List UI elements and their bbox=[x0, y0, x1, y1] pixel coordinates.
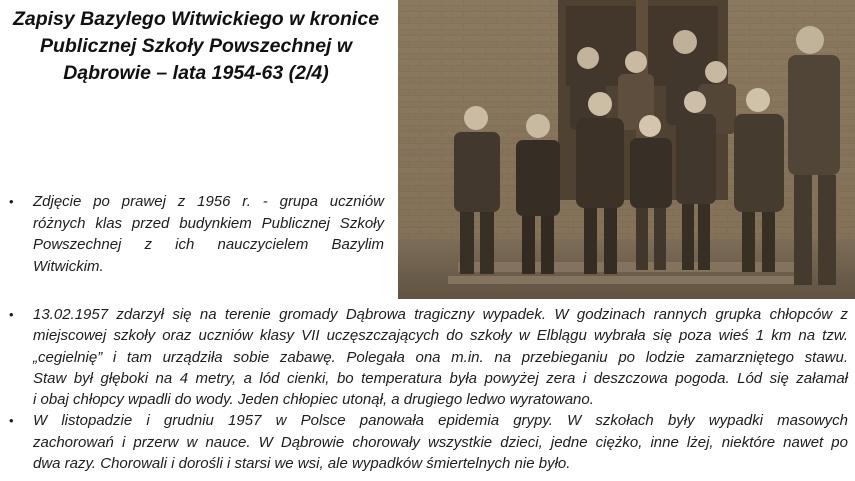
note-1-line-2: miejscowej szkoły oraz uczniów klasy VII uczęszczających do szkoły w Elblągu wybrała się poza wieś 1 km na tzw. bbox=[33, 327, 848, 345]
note-1-line-4: Staw był głęboki na 4 metry, a lód cienki, bo temperatura była powyżej zera i deszczowa pogoda. Lód się załamał bbox=[33, 369, 848, 387]
title-line-2: Publicznej Szkoły Powszechnej w bbox=[39, 35, 353, 57]
note-2-line-1: W listopadzie i grudniu 1957 w Polsce panowała epidemia grypy. W szkołach były wypadki masowych bbox=[33, 412, 848, 430]
caption-line-3: Powszechnej z ich nauczycielem Bazylim bbox=[33, 236, 384, 253]
note-1-line-5: i obaj chłopcy wpadli do wody. Jeden chłopiec utonął, a drugiego ledwo wyratowano. bbox=[33, 391, 594, 409]
title-line-3: Dąbrowie – lata 1954-63 (2/4) bbox=[63, 62, 329, 84]
bullet-glyph: • bbox=[9, 194, 14, 209]
list-item bbox=[6, 304, 848, 410]
list-item bbox=[6, 191, 384, 277]
bullet-glyph: • bbox=[9, 307, 14, 322]
note-2-line-2: zachorowań i przerw w nauce. W Dąbrowie chorowały wszystkie dzieci, jedne ciężko, inne lżej, niektóre nawet po bbox=[33, 433, 848, 451]
note-2-line-3: dwa razy. Chorowali i dorośli i starsi we wsi, ale wypadków śmiertelnych nie było. bbox=[33, 455, 571, 473]
note-1-line-1: 13.02.1957 zdarzył się na terenie gromady Dąbrowa tragiczny wypadek. W godzinach rannych grupka chłopców z bbox=[33, 306, 848, 323]
bullet-glyph: • bbox=[9, 413, 14, 429]
caption-line-4: Witwickim. bbox=[33, 257, 104, 275]
note-1-line-3: „cegielnię” i tam urządziła sobie zabawę. Polegała ona m.in. na przebieganiu po lodzie zamarzniętego stawu. bbox=[33, 348, 848, 366]
photo-caption-list bbox=[6, 191, 384, 277]
historic-group-photo bbox=[398, 0, 855, 299]
photo-illustration bbox=[398, 0, 855, 299]
chronicle-notes-list bbox=[6, 304, 848, 474]
slide-title bbox=[0, 6, 392, 87]
caption-line-2: różnych klas przed budynkiem Publicznej Szkoły bbox=[33, 214, 384, 232]
list-item bbox=[6, 410, 848, 474]
title-line-1: Zapisy Bazylego Witwickiego w kronice bbox=[12, 8, 380, 30]
caption-line-1: Zdjęcie po prawej z 1956 r. - grupa uczniów bbox=[33, 193, 384, 210]
